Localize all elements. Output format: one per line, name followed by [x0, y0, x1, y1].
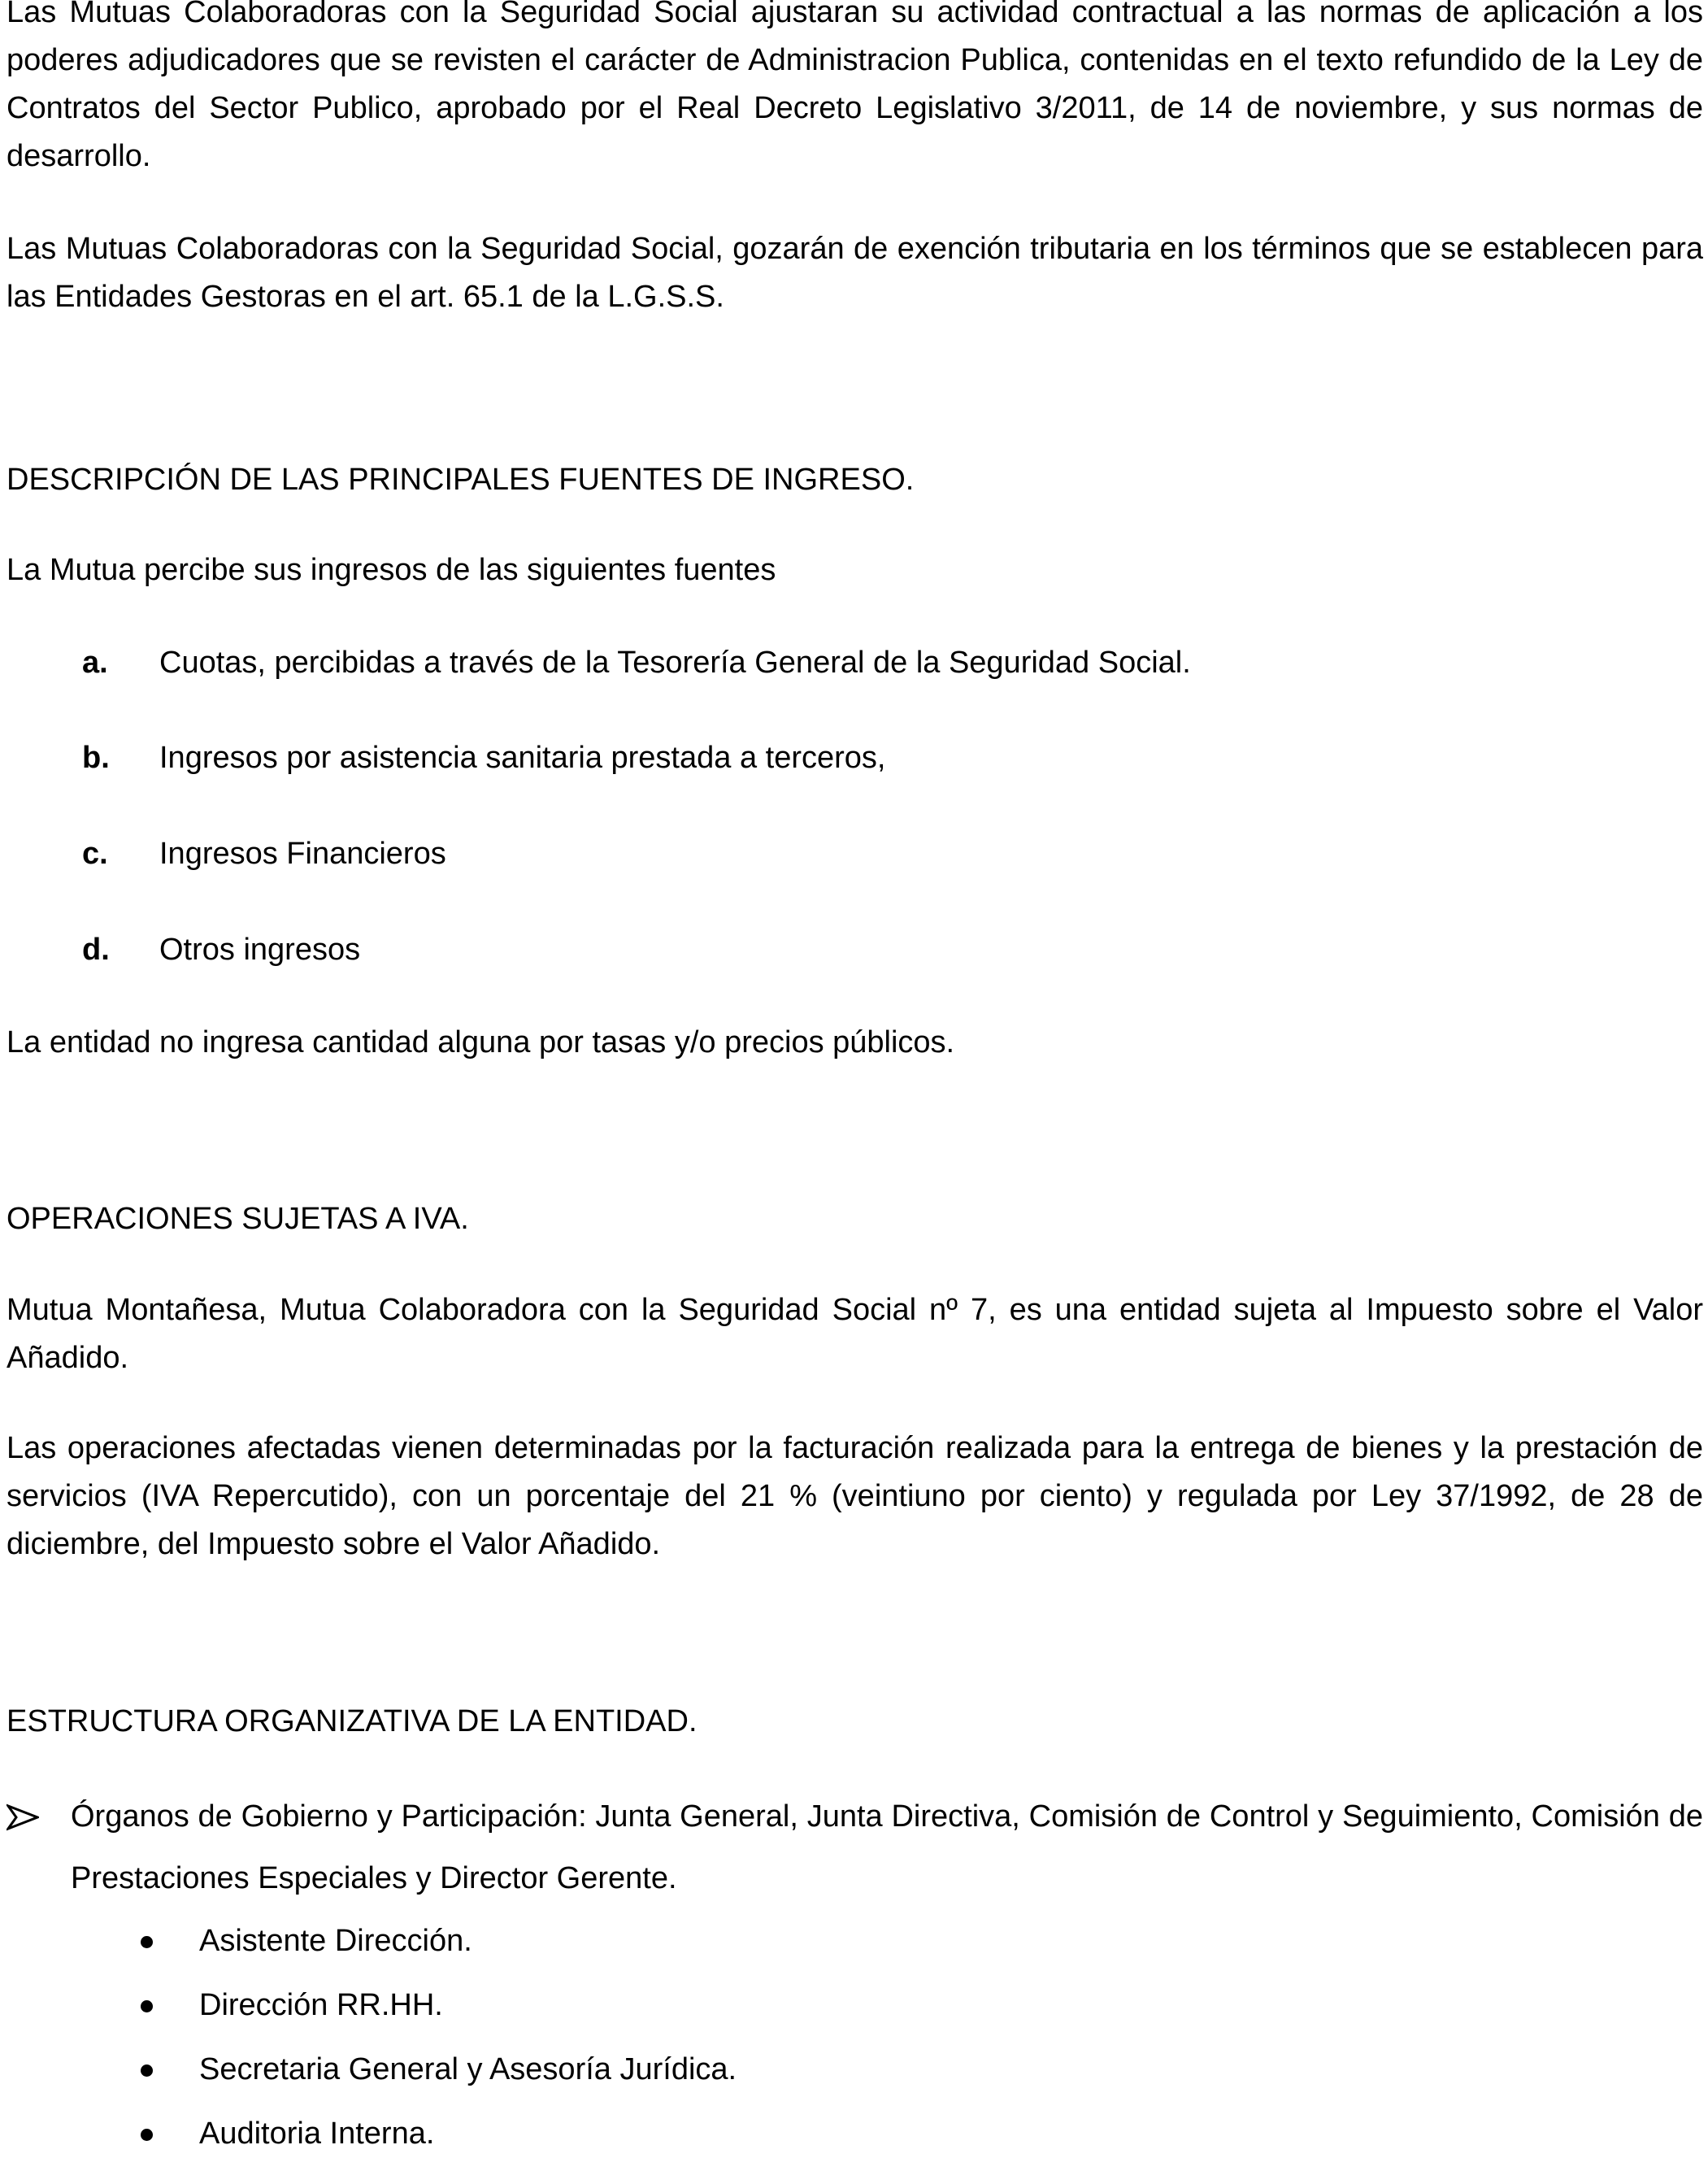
list-item-letter: c.	[82, 837, 108, 871]
paragraph-exencion-tributaria: Las Mutuas Colaboradoras con la Seguridad Social, gozarán de exención tributaria en los términos que se establecen para las Entidades Gestoras en el art. 65.1 de la L.G.S.S.	[7, 232, 1703, 314]
ingresos-closing: La entidad no ingresa cantidad alguna por tasas y/o precios públicos.	[7, 1025, 955, 1059]
list-item-letter: d.	[82, 933, 110, 967]
list-item-text: Auditoria Interna.	[199, 2117, 435, 2151]
heading-fuentes-ingreso: DESCRIPCIÓN DE LAS PRINCIPALES FUENTES DE INGRESO.	[7, 463, 915, 497]
document-page	[7, 0, 1703, 2151]
list-item-letter: b.	[82, 741, 110, 775]
list-item-letter: a.	[82, 646, 108, 680]
paragraph-contratos: Las Mutuas Colaboradoras con la Seguridad Social ajustaran su actividad contractual a las normas de aplicación a los poderes adjudicadores que se revisten el carácter de Administracion Publica, contenidas en el texto refundido de la Ley de Contratos del Sector Publico, aprobado por el Real Decreto Legislativo 3/2011, de 14 de noviembre, y sus normas de desarrollo.	[7, 0, 1703, 173]
list-item-text: Otros ingresos	[159, 933, 361, 967]
ingresos-intro: La Mutua percibe sus ingresos de las siguientes fuentes	[7, 553, 776, 587]
bullet-icon	[141, 2000, 153, 2012]
bullet-icon	[141, 1936, 153, 1948]
list-item-text: Cuotas, percibidas a través de la Tesorería General de la Seguridad Social.	[159, 646, 1191, 680]
list-item-text: Dirección RR.HH.	[199, 1988, 443, 2022]
list-item-text: Ingresos por asistencia sanitaria prestada a terceros,	[159, 741, 886, 775]
bullet-icon	[141, 2064, 153, 2077]
heading-estructura-organizativa: ESTRUCTURA ORGANIZATIVA DE LA ENTIDAD.	[7, 1704, 698, 1738]
paragraph-iva-operaciones: Las operaciones afectadas vienen determinadas por la facturación realizada para la entrega de bienes y la prestación de servicios (IVA Repercutido), con un porcentaje del 21 % (veintiuno por ciento) y regulada por Ley 37/1992, de 28 de diciembre, del Impuesto sobre el Valor Añadido.	[7, 1431, 1703, 1561]
list-item-text: Ingresos Financieros	[159, 837, 446, 871]
heading-operaciones-iva: OPERACIONES SUJETAS A IVA.	[7, 1202, 469, 1236]
list-item-text: Secretaria General y Asesoría Jurídica.	[199, 2052, 737, 2086]
paragraph-iva-sujeta: Mutua Montañesa, Mutua Colaboradora con la Seguridad Social nº 7, es una entidad sujeta al Impuesto sobre el Valor Añadido.	[7, 1293, 1703, 1375]
list-item-text: Asistente Dirección.	[199, 1924, 472, 1958]
organos-gobierno-text: Órganos de Gobierno y Participación: Junta General, Junta Directiva, Comisión de Control y Seguimiento, Comisión de Prestaciones Especiales y Director Gerente.	[71, 1799, 1703, 1895]
arrow-bullet-icon	[7, 1801, 39, 1834]
bullet-icon	[141, 2129, 153, 2141]
